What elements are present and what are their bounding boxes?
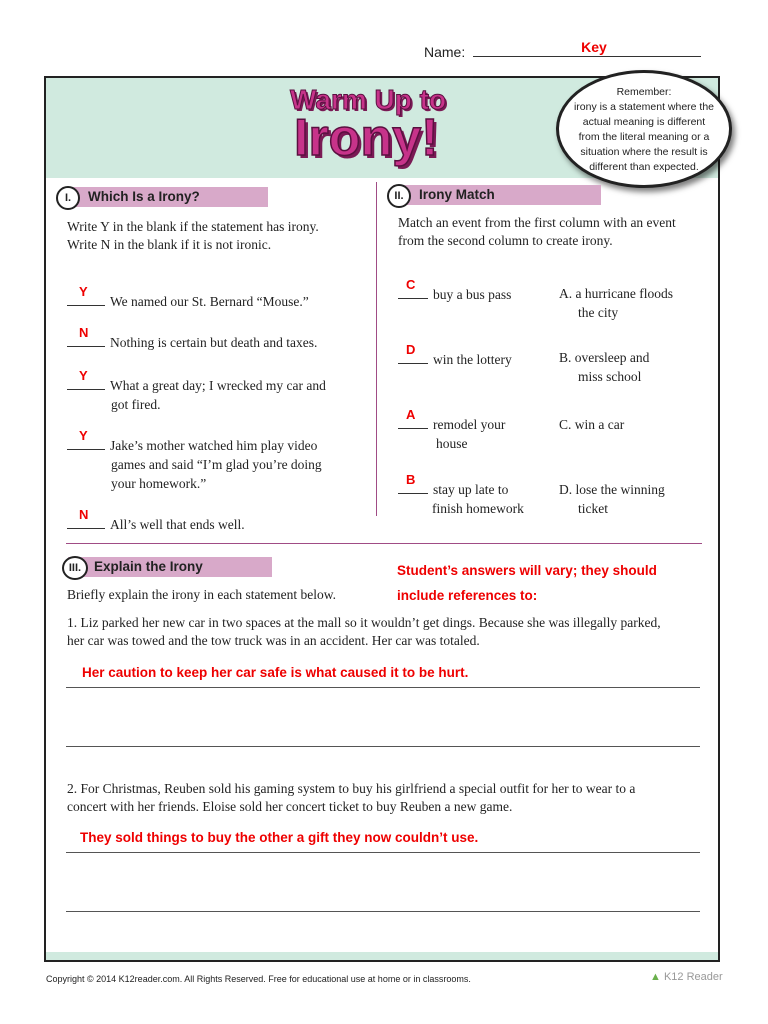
section-2-number: II. — [387, 184, 411, 208]
item-text: got fired. — [111, 397, 161, 412]
item-text: We named our St. Bernard “Mouse.” — [110, 294, 309, 309]
write-line — [66, 746, 700, 747]
answer-blank — [398, 277, 428, 299]
name-value: Key — [581, 39, 607, 55]
item-text: miss school — [578, 369, 642, 384]
irony-item-1 — [67, 284, 309, 311]
question-line: concert with her friends. Eloise sold her concert ticket to buy Reuben a new game. — [67, 799, 513, 814]
item-text: A. a hurricane floods — [559, 286, 673, 301]
match-right-c — [559, 415, 624, 434]
item-text: Jake’s mother watched him play video — [110, 438, 318, 453]
write-line — [66, 852, 700, 853]
section-1-header — [62, 187, 268, 207]
item-text: the city — [578, 305, 619, 320]
item-text: Nothing is certain but death and taxes. — [110, 335, 318, 350]
answer-text: Y — [79, 368, 88, 383]
section-3-header — [68, 557, 272, 577]
answer-1: Her caution to keep her car safe is what caused it to be hurt. — [82, 665, 469, 680]
question-line: 1. Liz parked her new car in two spaces at the mall so it wouldn’t get dings. Because she was illegally parked, — [67, 615, 661, 630]
section-3-instructions: Briefly explain the irony in each statement below. — [67, 587, 337, 602]
item-text: All’s well that ends well. — [110, 517, 245, 532]
match-right-b — [559, 348, 649, 386]
section-3-label: Explain the Irony — [94, 559, 203, 574]
answer-text: B — [406, 472, 416, 487]
match-left-4 — [398, 472, 524, 518]
name-line — [473, 39, 701, 57]
section-2-label: Irony Match — [419, 187, 495, 202]
answer-blank — [67, 507, 105, 529]
item-text: What a great day; I wrecked my car and — [110, 378, 326, 393]
match-left-3 — [398, 407, 506, 453]
question-line: her car was towed and the tow truck was in an accident. Her car was totaled. — [67, 633, 480, 648]
irony-item-3 — [67, 368, 326, 414]
column-divider — [376, 182, 377, 516]
answer-text: A — [406, 407, 416, 422]
irony-item-5 — [67, 507, 245, 534]
section-3-number: III. — [62, 556, 88, 580]
section-1-number: I. — [56, 186, 80, 210]
bottom-band — [46, 952, 718, 960]
answer-text: N — [79, 507, 89, 522]
irony-item-4 — [67, 428, 322, 493]
item-text: B. oversleep and — [559, 350, 650, 365]
section-1-label: Which Is a Irony? — [88, 189, 200, 204]
section-2-instructions — [398, 214, 676, 250]
section-divider — [66, 543, 702, 544]
item-text: house — [436, 436, 468, 451]
answer-blank — [398, 342, 428, 364]
answer-text: N — [79, 325, 89, 340]
item-text: remodel your — [433, 417, 506, 432]
item-text: games and said “I’m glad you’re doing — [111, 457, 322, 472]
instr-line: Write N in the blank if it is not ironic. — [67, 237, 272, 252]
title-line-1: Warm Up to — [290, 84, 447, 115]
item-text: ticket — [578, 501, 608, 516]
match-left-1 — [398, 277, 512, 304]
item-text: your homework.” — [111, 476, 207, 491]
title-line-2: Irony! — [294, 109, 439, 167]
name-label: Name: — [424, 44, 466, 60]
irony-item-2 — [67, 325, 318, 352]
remember-text: irony is a statement where the actual meaning is different from the literal meaning or a situation where the result is different than expected. — [573, 101, 715, 173]
name-field — [424, 39, 701, 60]
answer-blank — [67, 428, 105, 450]
write-line — [66, 687, 700, 688]
answer-blank — [398, 472, 428, 494]
match-left-2 — [398, 342, 512, 369]
note-line: include references to: — [397, 588, 538, 603]
item-text: C. win a car — [559, 417, 625, 432]
item-text: D. lose the winning — [559, 482, 665, 497]
answer-blank — [67, 368, 105, 390]
instr-line: Write Y in the blank if the statement has irony. — [67, 219, 319, 234]
answer-2: They sold things to buy the other a gift they now couldn’t use. — [80, 830, 479, 845]
instr-line: Match an event from the first column with an event — [398, 215, 676, 230]
logo-icon: ▲ — [650, 971, 661, 983]
item-text: finish homework — [432, 501, 524, 516]
logo-text: K12 Reader — [663, 971, 723, 983]
answer-text: C — [406, 277, 416, 292]
write-line — [66, 911, 700, 912]
section-1-instructions — [67, 218, 319, 254]
section-2-header — [393, 185, 601, 205]
copyright-footer: Copyright © 2014 K12reader.com. All Rights Reserved. Free for educational use at home or in classrooms. — [46, 974, 471, 984]
k12reader-logo — [650, 971, 723, 983]
answer-blank — [398, 407, 428, 429]
match-right-a — [559, 284, 673, 322]
answer-text: D — [406, 342, 416, 357]
answer-blank — [67, 284, 105, 306]
item-text: stay up late to — [433, 482, 509, 497]
question-line: 2. For Christmas, Reuben sold his gaming system to buy his girlfriend a special outfit for her to wear to a — [67, 781, 636, 796]
answer-text: Y — [79, 428, 88, 443]
answer-note — [397, 558, 657, 608]
remember-heading: Remember: — [616, 86, 672, 98]
match-right-d — [559, 480, 665, 518]
answer-blank — [67, 325, 105, 347]
item-text: win the lottery — [433, 352, 512, 367]
note-line: Student’s answers will vary; they should — [397, 563, 657, 578]
remember-callout — [556, 70, 732, 188]
answer-text: Y — [79, 284, 88, 299]
instr-line: from the second column to create irony. — [398, 233, 613, 248]
item-text: buy a bus pass — [433, 287, 512, 302]
question-1 — [67, 614, 661, 650]
question-2 — [67, 780, 635, 816]
